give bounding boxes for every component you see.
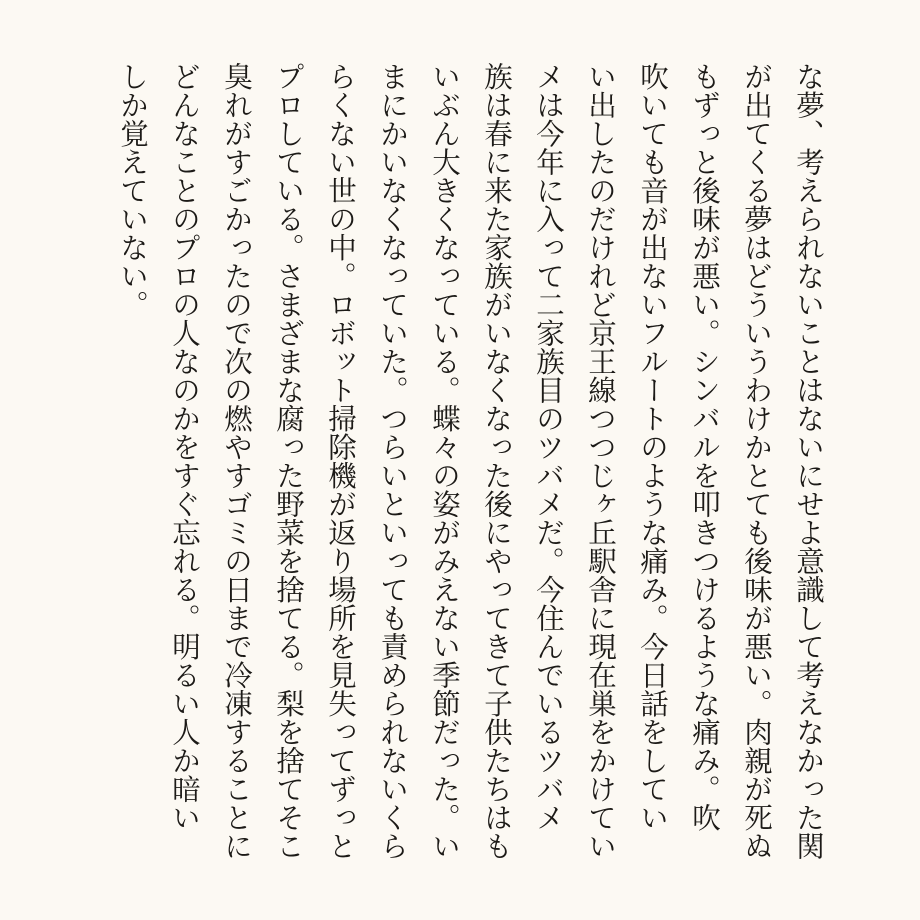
text-column-11: プロしている。さまざまな腐った野菜を捨てる。梨を捨てそこ <box>272 62 305 860</box>
text-column-4: 吹いても音が出ないフルートのような痛み。今日話をしてい <box>636 62 669 832</box>
text-column-12: 臭れがすごかったので次の燃やすゴミの日まで冷凍することに <box>220 62 253 860</box>
text-column-6: メは今年に入って二家族目のツバメだ。今住んでいるツバメ <box>532 62 565 832</box>
text-column-9: まにかいなくなっていた。つらいといっても責められないくら <box>376 62 409 860</box>
text-column-10: らくない世の中。ロボット掃除機が返り場所を見失ってずっと <box>324 62 357 860</box>
text-column-8: いぶん大きくなっている。蝶々の姿がみえない季節だった。い <box>428 62 461 860</box>
text-column-7: 族は春に来た家族がいなくなった後にやってきて子供たちはも <box>480 62 513 860</box>
text-column-5: い出したのだけれど京王線つつじヶ丘駅舎に現在巣をかけてい <box>584 62 617 860</box>
text-column-13: どんなことのプロの人なのかをすぐ忘れる。明るい人か暗い <box>168 62 201 832</box>
vertical-text-body <box>106 62 834 862</box>
text-column-14: しか覚えていない。 <box>116 62 149 319</box>
text-column-2: が出てくる夢はどういうわけかとても後味が悪い。肉親が死ぬ <box>740 62 773 860</box>
text-column-1: な夢、考えられないことはないにせよ意識して考えなかった関 <box>792 62 825 860</box>
text-column-3: もずっと後味が悪い。シンバルを叩きつけるような痛み。吹 <box>688 62 721 832</box>
